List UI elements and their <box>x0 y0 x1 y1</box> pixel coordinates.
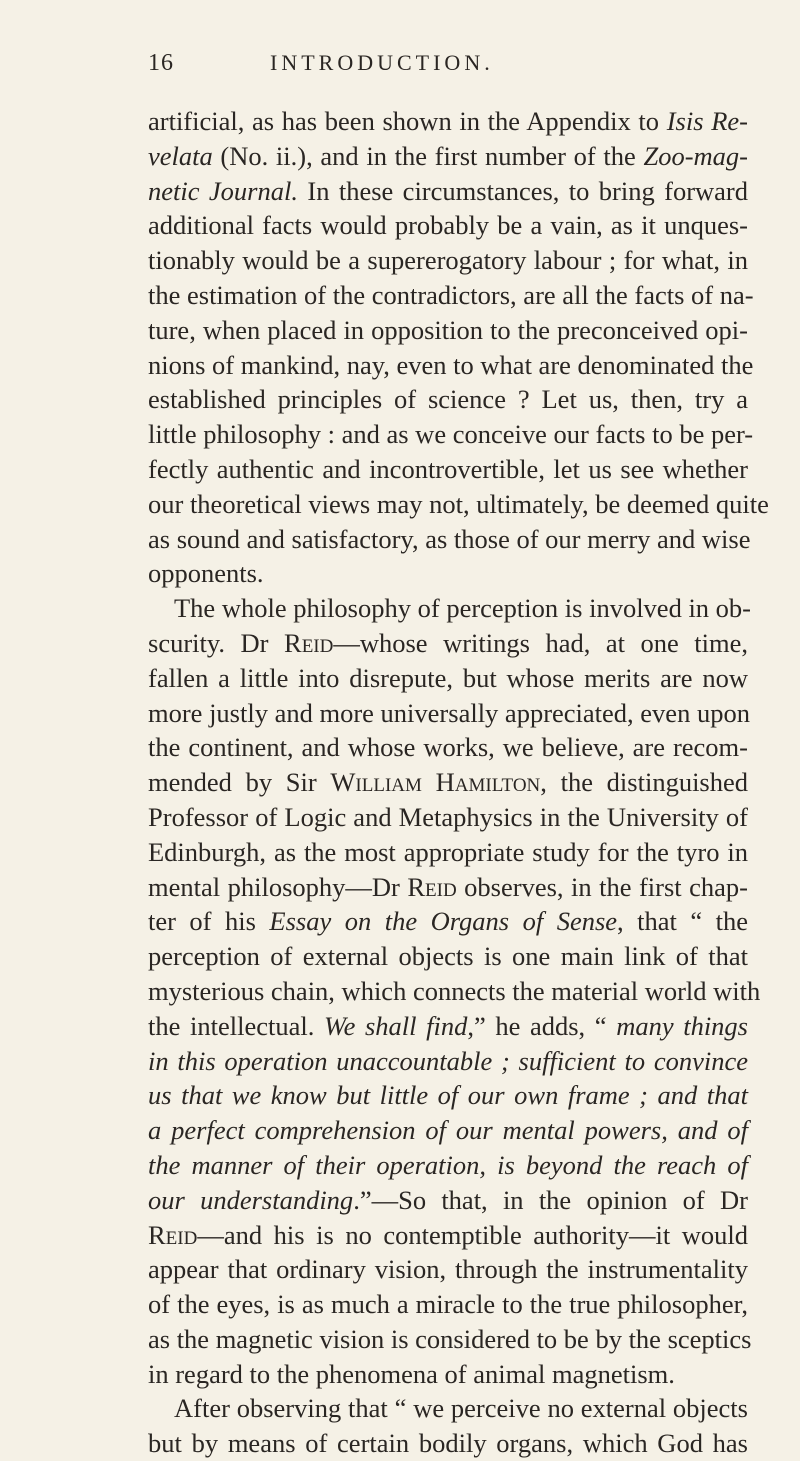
text-line <box>148 278 754 313</box>
running-head <box>148 50 748 80</box>
text-line <box>148 452 748 487</box>
italic-text: netic Journal. <box>148 175 298 206</box>
text-line <box>148 1287 748 1322</box>
text-segment: observes, in the first chap- <box>456 871 748 902</box>
text-line <box>148 1391 748 1426</box>
text-segment: our theoretical views may not, ultimately, be deemed quite <box>148 488 769 519</box>
text-line <box>148 313 748 348</box>
italic-text: our understanding <box>148 1184 354 1215</box>
text-line <box>148 591 752 626</box>
text-line <box>148 661 748 696</box>
text-line <box>148 1426 748 1461</box>
text-segment: ,” he adds, “ <box>467 1010 617 1041</box>
small-caps-name: Reid <box>407 871 457 902</box>
text-line <box>148 1078 748 1113</box>
text-segment: appear that ordinary vision, through the instrumentality <box>148 1254 748 1285</box>
text-segment: mental philosophy—Dr <box>148 871 408 902</box>
text-line <box>148 730 748 765</box>
text-line <box>148 1009 748 1044</box>
text-segment: the estimation of the contradictors, are all the facts of na- <box>148 279 754 310</box>
text-segment: little philosophy : and as we conceive our facts to be per- <box>148 419 754 450</box>
italic-text: We shall find <box>323 1010 468 1041</box>
text-line <box>148 104 748 139</box>
italic-text: in this operation unaccountable ; sufficient to convince <box>148 1045 748 1076</box>
text-line <box>148 487 769 522</box>
small-caps-name: William Hamilton <box>330 767 541 798</box>
text-segment: artificial, as has been shown in the Appendix to <box>148 106 667 136</box>
text-segment: as the magnetic vision is considered to be by the sceptics <box>148 1323 752 1354</box>
italic-text: Essay on the Organs of Sense <box>269 906 618 937</box>
text-segment: but by means of certain bodily organs, which God has <box>148 1428 748 1459</box>
text-segment: perception of external objects is one main link of that <box>148 941 748 972</box>
text-line <box>148 174 748 209</box>
text-line <box>148 522 751 557</box>
text-line <box>148 870 748 905</box>
running-head-title: INTRODUCTION. <box>270 50 494 75</box>
text-segment: additional facts would probably be a vain, as it unques- <box>148 210 748 241</box>
text-line <box>148 904 748 939</box>
text-segment: scurity. Dr <box>148 627 285 658</box>
italic-text: Isis Re- <box>666 106 748 136</box>
text-line <box>148 382 748 417</box>
text-line <box>148 800 748 835</box>
text-line <box>148 139 748 174</box>
small-caps-name: Reid <box>148 1219 198 1250</box>
text-segment: as sound and satisfactory, as those of our merry and wise <box>148 523 751 554</box>
text-segment: —whose writings had, at one time, <box>333 627 748 658</box>
text-segment: —and his is no contemptible authority—it would <box>197 1219 748 1250</box>
text-segment: the intellectual. <box>148 1010 324 1041</box>
text-segment: Edinburgh, as the most appropriate study for the tyro in <box>148 836 748 867</box>
text-segment: mended by Sir <box>148 767 331 798</box>
text-segment: .”—So that, in the opinion of Dr <box>353 1184 748 1215</box>
page-number: 16 <box>148 50 174 76</box>
italic-text: many things <box>616 1010 748 1041</box>
text-segment: In these circumstances, to bring forward <box>297 175 749 206</box>
text-line <box>148 243 748 278</box>
text-line <box>148 1322 752 1357</box>
text-segment: established principles of science ? Let us, then, try a <box>148 384 748 415</box>
text-segment: of the eyes, is as much a miracle to the true philosopher, <box>148 1289 748 1320</box>
text-line <box>148 1113 748 1148</box>
text-segment: (No. ii.), and in the first number of the <box>212 140 644 171</box>
text-segment: the continent, and whose works, we believe, are recom- <box>148 732 748 763</box>
small-caps-name: Reid <box>284 627 334 658</box>
body-text <box>148 104 769 1461</box>
text-segment: fectly authentic and incontrovertible, let us see whether <box>148 453 748 484</box>
text-segment: fallen a little into disrepute, but whose merits are now <box>148 662 748 693</box>
text-line <box>148 939 748 974</box>
text-line <box>148 417 754 452</box>
italic-text: velata <box>148 140 213 171</box>
text-segment: in regard to the phenomena of animal magnetism. <box>148 1358 675 1389</box>
text-line <box>148 1357 748 1392</box>
text-segment: ter of his <box>148 906 270 937</box>
text-line <box>148 208 748 243</box>
text-segment: more justly and more universally appreciated, even upon <box>148 697 750 728</box>
text-segment: ture, when placed in opposition to the preconceived opi- <box>148 314 748 345</box>
text-line <box>148 626 748 661</box>
text-line <box>148 1148 748 1183</box>
text-segment: nions of mankind, nay, even to what are denominated the <box>148 349 754 380</box>
text-segment: , that “ the <box>617 906 749 937</box>
text-segment: After observing that “ we perceive no external objects <box>174 1393 748 1424</box>
text-segment: mysterious chain, which connects the material world with <box>148 975 761 1006</box>
text-line <box>148 696 748 731</box>
text-segment: opponents. <box>148 558 264 589</box>
text-segment: The whole philosophy of perception is involved in ob- <box>174 593 752 624</box>
text-segment: Professor of Logic and Metaphysics in the University of <box>148 801 748 832</box>
text-segment: tionably would be a supererogatory labour ; for what, in <box>148 245 748 276</box>
text-line <box>148 1218 748 1253</box>
text-line <box>148 556 748 591</box>
text-line <box>148 1183 748 1218</box>
text-line <box>148 1252 748 1287</box>
text-line <box>148 974 761 1009</box>
text-segment: , the distinguished <box>540 767 749 798</box>
text-line <box>148 835 748 870</box>
text-line <box>148 348 754 383</box>
italic-text: the manner of their operation, is beyond the reach of <box>148 1149 748 1180</box>
text-line <box>148 765 748 800</box>
italic-text: a perfect comprehension of our mental powers, and of <box>148 1115 748 1146</box>
text-line <box>148 1044 748 1079</box>
italic-text: Zoo-mag- <box>643 140 748 171</box>
italic-text: us that we know but little of our own frame ; and that <box>148 1080 748 1111</box>
